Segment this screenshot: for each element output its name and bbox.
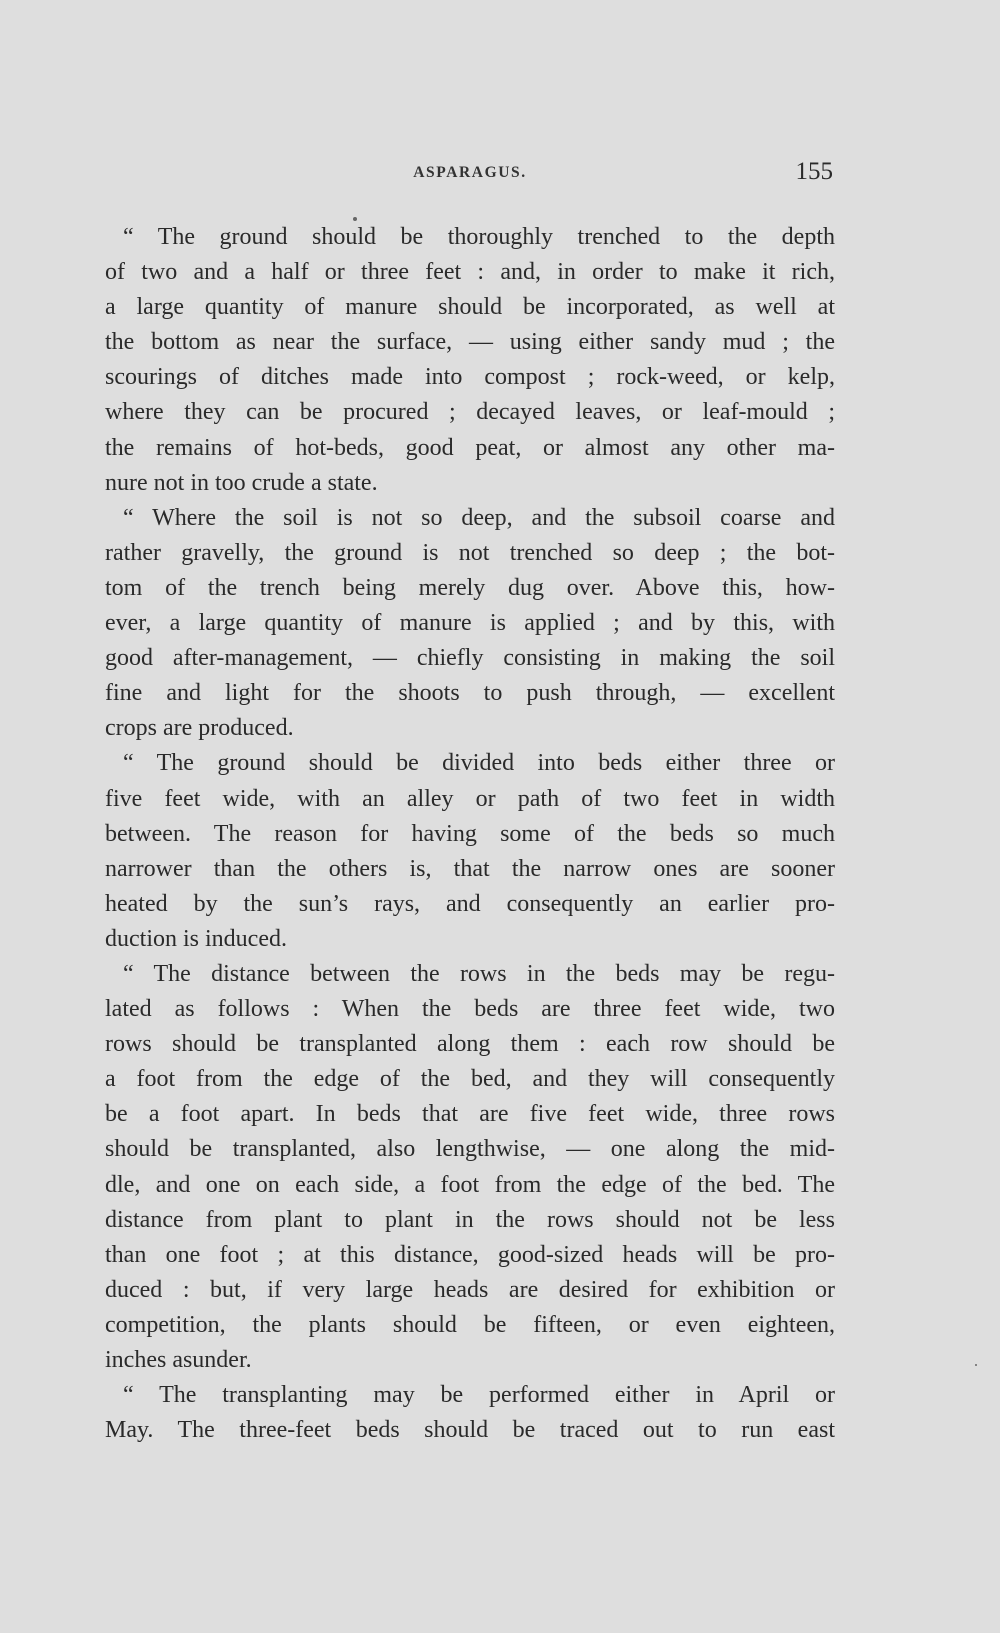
running-title: ASPARAGUS. <box>413 164 527 181</box>
text-line: competition, the plants should be fifteen, or even eighteen, <box>105 1311 835 1338</box>
text-line: ever, a large quantity of manure is applied ; and by this, with <box>105 610 835 637</box>
text-line: May. The three-feet beds should be traced out to run east <box>105 1417 835 1444</box>
text-line: a foot from the edge of the bed, and they will consequently <box>105 1066 835 1093</box>
text-line: “ Where the soil is not so deep, and the subsoil coarse and <box>123 504 835 531</box>
text-line: rows should be transplanted along them : each row should be <box>105 1031 835 1058</box>
text-line: the remains of hot-beds, good peat, or almost any other ma- <box>105 434 835 461</box>
text-line: heated by the sun’s rays, and consequently an earlier pro- <box>105 890 835 917</box>
text-line: narrower than the others is, that the narrow ones are sooner <box>105 855 835 882</box>
text-line: than one foot ; at this distance, good-sized heads will be pro- <box>105 1241 835 1268</box>
page-number: 155 <box>795 158 833 185</box>
text-line: distance from plant to plant in the rows should not be less <box>105 1206 835 1233</box>
text-line: fine and light for the shoots to push through, — excellent <box>105 680 835 707</box>
print-speck <box>353 217 357 221</box>
text-line: dle, and one on each side, a foot from the edge of the bed. The <box>105 1171 835 1198</box>
text-line: lated as follows : When the beds are three feet wide, two <box>105 996 835 1023</box>
text-line: where they can be procured ; decayed leaves, or leaf-mould ; <box>105 399 835 426</box>
text-line: between. The reason for having some of the beds so much <box>105 820 835 847</box>
text-line: inches asunder. <box>105 1347 252 1373</box>
text-line: duced : but, if very large heads are desired for exhibition or <box>105 1276 835 1303</box>
text-line: “ The transplanting may be performed either in April or <box>123 1382 835 1409</box>
text-line: duction is induced. <box>105 925 287 952</box>
text-line: “ The ground should be divided into beds either three or <box>123 750 835 777</box>
text-line: be a foot apart. In beds that are five feet wide, three rows <box>105 1101 835 1128</box>
text-line: “ The distance between the rows in the beds may be regu- <box>123 960 835 987</box>
text-line: should be transplanted, also lengthwise, — one along the mid- <box>105 1136 835 1163</box>
body-text <box>105 220 835 1448</box>
text-line: crops are produced. <box>105 715 294 742</box>
text-line: a large quantity of manure should be incorporated, as well at <box>105 294 835 321</box>
text-line: rather gravelly, the ground is not trenched so deep ; the bot- <box>105 539 835 566</box>
text-line: of two and a half or three feet : and, in order to make it rich, <box>105 259 835 286</box>
text-line: scourings of ditches made into compost ; rock-weed, or kelp, <box>105 364 835 391</box>
text-line: the bottom as near the surface, — using either sandy mud ; the <box>105 329 835 356</box>
text-line: nure not in too crude a state. <box>105 469 378 496</box>
text-line: tom of the trench being merely dug over. Above this, how- <box>105 574 835 601</box>
text-line: five feet wide, with an alley or path of two feet in width <box>105 785 835 812</box>
text-line: good after-management, — chiefly consisting in making the soil <box>105 645 835 672</box>
print-speck <box>975 1364 977 1366</box>
text-line: “ The ground should be thoroughly trenched to the depth <box>123 224 835 250</box>
running-head <box>105 158 835 192</box>
